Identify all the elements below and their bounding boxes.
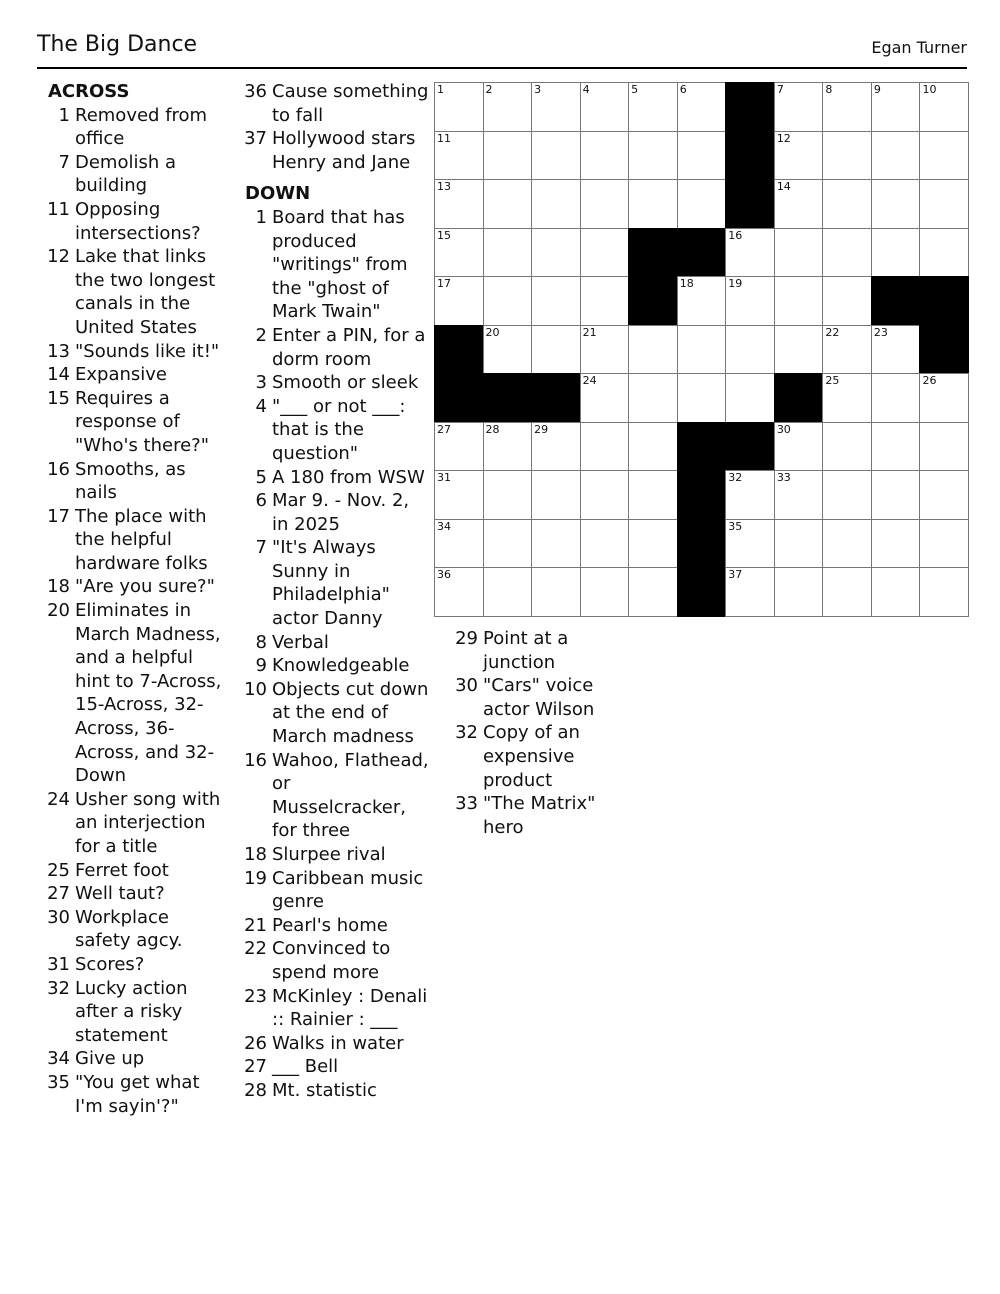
across-clue-34[interactable] (42, 1047, 227, 1071)
clue-text: Lake that links the two longest canals in the United States (75, 246, 216, 338)
grid-cell[interactable] (580, 373, 630, 423)
grid-cell[interactable] (774, 325, 824, 375)
clue-number: 2 (255, 324, 267, 346)
clue-text: Copy of an expensive product (483, 722, 580, 791)
grid-cell[interactable] (628, 422, 678, 472)
clue-number: 31 (47, 953, 70, 975)
grid-cell[interactable] (871, 325, 921, 375)
grid-cell[interactable] (774, 422, 824, 472)
grid-cell[interactable] (677, 179, 727, 229)
grid-cell[interactable] (483, 228, 533, 278)
down-clue-28[interactable] (239, 1079, 429, 1103)
cell-number: 14 (776, 180, 791, 194)
grid-cell[interactable] (919, 470, 969, 520)
clue-number: 29 (455, 628, 478, 649)
grid-cell[interactable] (919, 519, 969, 569)
clue-text: Mar 9. - Nov. 2, in 2025 (272, 490, 410, 535)
grid-cell[interactable] (822, 567, 872, 617)
across-clue-1[interactable] (42, 104, 227, 151)
cell-number: 23 (873, 325, 888, 339)
grid-cell[interactable] (774, 82, 824, 132)
across-clue-11[interactable] (42, 198, 227, 245)
grid-cell[interactable] (919, 422, 969, 472)
clue-text: Demolish a building (75, 151, 177, 197)
clue-number: 34 (47, 1048, 70, 1070)
clue-number: 37 (244, 128, 267, 150)
clue-text: ___ Bell (272, 1056, 339, 1078)
grid-block (677, 228, 727, 278)
across-clue-20[interactable] (42, 599, 227, 788)
puzzle-title: The Big Dance (37, 32, 198, 57)
clue-number: 7 (58, 151, 70, 173)
clue-number: 18 (47, 576, 70, 598)
grid-cell[interactable] (871, 179, 921, 229)
clue-number: 32 (47, 977, 70, 999)
across-clue-31[interactable] (42, 953, 227, 977)
cell-number: 9 (873, 83, 881, 96)
clue-text: Objects cut down at the end of March madness (272, 678, 429, 748)
down-clue-4[interactable] (239, 395, 429, 466)
grid-cell[interactable] (580, 228, 630, 278)
grid-cell[interactable] (774, 470, 824, 520)
grid-cell[interactable] (580, 325, 630, 375)
clue-text: Hollywood stars Henry and Jane (272, 128, 416, 173)
cell-number: 16 (728, 228, 743, 242)
clue-text: "Are you sure?" (75, 576, 215, 598)
across-clue-24[interactable] (42, 788, 227, 859)
clue-text: Well taut? (75, 883, 165, 905)
grid-cell[interactable] (531, 131, 581, 181)
grid-cell[interactable] (822, 82, 872, 132)
clue-text: Walks in water (272, 1032, 404, 1054)
grid-cell[interactable] (483, 82, 533, 132)
grid-cell[interactable] (483, 325, 533, 375)
across-clue-12[interactable] (42, 245, 227, 339)
clue-text: Eliminates in March Madness, and a helpful hint to 7-Across, 15-Across, 32-Across, 36-Across, and 32-Down (75, 600, 222, 787)
grid-cell[interactable] (919, 228, 969, 278)
grid-cell[interactable] (580, 422, 630, 472)
across-clue-18[interactable] (42, 575, 227, 599)
clue-text: Mt. statistic (272, 1079, 377, 1101)
clue-text: Verbal (272, 631, 329, 653)
grid-block (677, 422, 727, 472)
clue-number: 33 (455, 793, 478, 815)
down-clue-32[interactable] (450, 721, 630, 792)
clue-number: 3 (255, 372, 267, 394)
clue-number: 13 (47, 340, 70, 362)
grid-cell[interactable] (871, 422, 921, 472)
clue-number: 5 (255, 466, 267, 488)
grid-cell[interactable] (483, 519, 533, 569)
grid-cell[interactable] (483, 276, 533, 326)
cell-number: 15 (437, 228, 451, 242)
clue-column-1 (42, 80, 227, 1118)
cell-number: 11 (437, 131, 451, 145)
clue-text: Slurpee rival (272, 844, 386, 865)
crossword-grid (434, 82, 968, 616)
cell-number: 34 (437, 519, 451, 533)
down-clue-19[interactable] (239, 867, 429, 914)
across-clue-14[interactable] (42, 363, 227, 387)
cell-number: 24 (582, 374, 597, 388)
grid-cell[interactable] (774, 276, 824, 326)
grid-cell[interactable] (628, 82, 678, 132)
grid-cell[interactable] (628, 325, 678, 375)
clue-text: Give up (75, 1048, 145, 1070)
grid-cell[interactable] (822, 519, 872, 569)
grid-block (434, 373, 484, 423)
cell-number: 35 (728, 519, 743, 533)
grid-block (677, 470, 727, 520)
grid-cell[interactable] (725, 373, 775, 423)
grid-cell[interactable] (580, 276, 630, 326)
cell-number: 20 (485, 325, 500, 339)
cell-number: 28 (485, 422, 500, 436)
grid-cell[interactable] (531, 519, 581, 569)
down-clue-21[interactable] (239, 914, 429, 938)
clue-number: 7 (255, 537, 267, 559)
grid-cell[interactable] (531, 567, 581, 617)
clue-number: 4 (255, 395, 267, 417)
grid-cell[interactable] (871, 82, 921, 132)
grid-block (628, 276, 678, 326)
grid-cell[interactable] (919, 373, 969, 423)
grid-cell[interactable] (628, 373, 678, 423)
clue-number: 24 (47, 788, 70, 810)
across-clue-32[interactable] (42, 977, 227, 1048)
clue-text: Cause something to fall (272, 81, 429, 126)
clue-number: 27 (47, 883, 70, 905)
clue-text: Pearl's home (272, 914, 388, 936)
clue-number: 32 (455, 722, 478, 744)
down-clue-29[interactable] (450, 627, 630, 674)
clue-text: Smooth or sleek (272, 372, 419, 394)
clue-text: The place with the helpful hardware folks (75, 505, 208, 574)
grid-cell[interactable] (580, 131, 630, 181)
grid-block (434, 325, 484, 375)
grid-cell[interactable] (774, 519, 824, 569)
cell-number: 22 (825, 325, 840, 339)
grid-cell[interactable] (483, 567, 533, 617)
grid-cell[interactable] (677, 325, 727, 375)
clue-text: Workplace safety agcy. (75, 906, 183, 952)
clue-text: "Cars" voice actor Wilson (483, 675, 595, 720)
across-clue-16[interactable] (42, 458, 227, 505)
across-clue-13[interactable] (42, 340, 227, 364)
across-clue-30[interactable] (42, 906, 227, 953)
grid-block (725, 82, 775, 132)
grid-block (677, 567, 727, 617)
down-clue-1[interactable] (239, 206, 429, 324)
down-clue-5[interactable] (239, 466, 429, 490)
clue-number: 11 (47, 198, 70, 220)
down-clue-23[interactable] (239, 985, 429, 1032)
grid-cell[interactable] (434, 179, 484, 229)
clue-text: Convinced to spend more (272, 938, 391, 983)
cell-number: 5 (631, 83, 639, 96)
grid-cell[interactable] (774, 228, 824, 278)
clue-number: 26 (244, 1032, 267, 1054)
clue-text: Expansive (75, 364, 167, 386)
clue-number: 16 (47, 458, 70, 480)
grid-cell[interactable] (725, 325, 775, 375)
grid-block (725, 422, 775, 472)
grid-cell[interactable] (871, 373, 921, 423)
grid-cell[interactable] (531, 422, 581, 472)
clue-number: 30 (47, 906, 70, 928)
grid-cell[interactable] (434, 228, 484, 278)
grid-cell[interactable] (725, 470, 775, 520)
down-clue-6[interactable] (239, 489, 429, 536)
grid-cell[interactable] (628, 131, 678, 181)
grid-cell[interactable] (725, 276, 775, 326)
grid-cell[interactable] (434, 82, 484, 132)
clue-text: McKinley : Denali :: Rainier : ___ (272, 985, 428, 1031)
cell-number: 3 (534, 83, 542, 96)
down-clue-2[interactable] (239, 324, 429, 371)
grid-cell[interactable] (434, 131, 484, 181)
grid-block (871, 276, 921, 326)
grid-block (483, 373, 533, 423)
cell-number: 18 (679, 277, 694, 291)
grid-cell[interactable] (628, 567, 678, 617)
grid-cell[interactable] (919, 179, 969, 229)
clue-text: Ferret foot (75, 859, 169, 881)
grid-block (919, 276, 969, 326)
clue-number: 19 (244, 867, 267, 889)
cell-number: 27 (437, 422, 451, 436)
cell-number: 2 (485, 83, 493, 96)
grid-block (919, 325, 969, 375)
clue-number: 17 (47, 505, 70, 527)
grid-block (628, 228, 678, 278)
grid-cell[interactable] (580, 519, 630, 569)
clue-text: Opposing intersections? (75, 198, 201, 244)
grid-cell[interactable] (822, 325, 872, 375)
across-clue-36[interactable] (239, 80, 429, 127)
grid-block (677, 519, 727, 569)
clue-text: Scores? (75, 953, 145, 975)
author-name: Egan Turner (871, 38, 967, 57)
clue-text: "The Matrix" hero (483, 793, 596, 838)
clue-number: 30 (455, 675, 478, 697)
grid-cell[interactable] (531, 228, 581, 278)
grid-cell[interactable] (774, 179, 824, 229)
cell-number: 8 (825, 83, 833, 96)
grid-cell[interactable] (822, 373, 872, 423)
cell-number: 17 (437, 277, 451, 291)
grid-cell[interactable] (434, 276, 484, 326)
clue-text: Enter a PIN, for a dorm room (272, 324, 426, 370)
grid-cell[interactable] (871, 131, 921, 181)
grid-cell[interactable] (871, 228, 921, 278)
clue-text: Smooths, as nails (75, 458, 186, 504)
down-clue-8[interactable] (239, 631, 429, 655)
cell-number: 4 (582, 83, 590, 96)
cell-number: 33 (776, 471, 791, 485)
clue-text: "Sounds like it!" (75, 340, 220, 362)
clue-number: 1 (58, 104, 70, 126)
cell-number: 32 (728, 471, 743, 485)
clue-text: Usher song with an interjection for a title (75, 788, 221, 857)
grid-cell[interactable] (531, 470, 581, 520)
grid-cell[interactable] (483, 131, 533, 181)
cell-number: 36 (437, 568, 451, 582)
down-clue-30[interactable] (450, 674, 630, 721)
grid-cell[interactable] (483, 470, 533, 520)
clue-text: Wahoo, Flathead, or Musselcracker, for three (272, 749, 429, 842)
grid-cell[interactable] (919, 567, 969, 617)
grid-cell[interactable] (871, 470, 921, 520)
clue-number: 20 (47, 600, 70, 622)
grid-block (531, 373, 581, 423)
across-clue-35[interactable] (42, 1071, 227, 1118)
down-clue-22[interactable] (239, 937, 429, 984)
grid-cell[interactable] (580, 567, 630, 617)
cell-number: 12 (776, 131, 791, 145)
cell-number: 10 (922, 83, 937, 96)
clue-number: 12 (47, 246, 70, 268)
grid-cell[interactable] (483, 179, 533, 229)
grid-cell[interactable] (725, 567, 775, 617)
across-clue-27[interactable] (42, 882, 227, 906)
clue-column-2 (239, 80, 429, 1103)
clue-text: A 180 from WSW (272, 466, 425, 488)
cell-number: 26 (922, 374, 937, 388)
clue-number: 22 (244, 938, 267, 960)
across-clue-17[interactable] (42, 505, 227, 576)
clue-number: 28 (244, 1079, 267, 1101)
grid-cell[interactable] (434, 567, 484, 617)
grid-cell[interactable] (628, 179, 678, 229)
grid-block (725, 131, 775, 181)
down-clue-27[interactable] (239, 1055, 429, 1079)
clue-number: 18 (244, 844, 267, 865)
grid-cell[interactable] (483, 422, 533, 472)
cell-number: 30 (776, 422, 791, 436)
grid-block (725, 179, 775, 229)
clue-number: 35 (47, 1071, 70, 1093)
grid-cell[interactable] (822, 228, 872, 278)
grid-cell[interactable] (919, 82, 969, 132)
grid-cell[interactable] (871, 567, 921, 617)
grid-cell[interactable] (531, 179, 581, 229)
header-divider (37, 67, 967, 69)
clue-text: Board that has produced "writings" from the "ghost of Mark Twain" (272, 206, 408, 323)
clue-number: 10 (244, 678, 267, 700)
clue-text: Caribbean music genre (272, 867, 424, 913)
grid-cell[interactable] (434, 519, 484, 569)
down-clue-3[interactable] (239, 371, 429, 395)
clue-number: 27 (244, 1056, 267, 1078)
across-heading: ACROSS (48, 81, 130, 102)
clue-column-3 (450, 627, 630, 839)
cell-number: 6 (679, 83, 687, 96)
grid-cell[interactable] (822, 131, 872, 181)
clue-number: 16 (244, 749, 267, 771)
grid-cell[interactable] (628, 470, 678, 520)
grid-cell[interactable] (822, 179, 872, 229)
grid-cell[interactable] (628, 519, 678, 569)
grid-cell[interactable] (677, 373, 727, 423)
clue-number: 36 (244, 81, 267, 102)
grid-cell[interactable] (531, 325, 581, 375)
grid-cell[interactable] (725, 519, 775, 569)
down-clue-33[interactable] (450, 792, 630, 839)
grid-cell[interactable] (531, 276, 581, 326)
grid-cell[interactable] (677, 131, 727, 181)
clue-number: 14 (47, 364, 70, 386)
clue-text: Knowledgeable (272, 655, 410, 677)
across-clue-15[interactable] (42, 387, 227, 458)
clue-number: 9 (255, 655, 267, 677)
grid-cell[interactable] (774, 567, 824, 617)
grid-cell[interactable] (434, 470, 484, 520)
grid-cell[interactable] (822, 470, 872, 520)
grid-cell[interactable] (871, 519, 921, 569)
clue-text: Point at a junction (483, 628, 569, 673)
grid-cell[interactable] (580, 470, 630, 520)
cell-number: 25 (825, 374, 840, 388)
cell-number: 37 (728, 568, 743, 582)
cell-number: 1 (437, 83, 444, 96)
cell-number: 19 (728, 277, 743, 291)
clue-number: 1 (255, 206, 267, 228)
grid-cell[interactable] (531, 82, 581, 132)
down-clue-9[interactable] (239, 654, 429, 678)
clue-text: "___ or not ___: that is the question" (272, 395, 406, 464)
down-clue-16[interactable] (239, 749, 429, 843)
down-heading: DOWN (245, 183, 311, 205)
clue-number: 23 (244, 985, 267, 1007)
cell-number: 13 (437, 180, 451, 194)
grid-cell[interactable] (822, 276, 872, 326)
grid-cell[interactable] (919, 131, 969, 181)
clue-number: 15 (47, 387, 70, 409)
grid-cell[interactable] (434, 422, 484, 472)
clue-text: Removed from office (75, 104, 208, 150)
clue-number: 6 (255, 490, 267, 512)
grid-cell[interactable] (677, 276, 727, 326)
across-clue-37[interactable] (239, 127, 429, 174)
grid-cell[interactable] (822, 422, 872, 472)
cell-number: 29 (534, 422, 549, 436)
grid-cell[interactable] (580, 82, 630, 132)
clue-number: 8 (255, 631, 267, 653)
grid-cell[interactable] (725, 228, 775, 278)
down-clue-10[interactable] (239, 678, 429, 749)
clue-number: 21 (244, 914, 267, 936)
grid-block (774, 373, 824, 423)
clue-number: 25 (47, 859, 70, 881)
clue-text: Requires a response of "Who's there?" (75, 387, 209, 456)
across-clue-7[interactable] (42, 151, 227, 198)
clue-text: "It's Always Sunny in Philadelphia" actor Danny (272, 537, 390, 630)
cell-number: 7 (776, 83, 784, 96)
clue-text: "You get what I'm sayin'?" (75, 1071, 200, 1117)
cell-number: 31 (437, 471, 451, 485)
down-clue-26[interactable] (239, 1032, 429, 1056)
grid-cell[interactable] (677, 82, 727, 132)
cell-number: 21 (582, 325, 597, 339)
clue-text: Lucky action after a risky statement (75, 977, 188, 1046)
down-clue-18[interactable] (239, 843, 429, 867)
down-clue-7[interactable] (239, 536, 429, 630)
grid-cell[interactable] (580, 179, 630, 229)
grid-cell[interactable] (774, 131, 824, 181)
across-clue-25[interactable] (42, 859, 227, 883)
